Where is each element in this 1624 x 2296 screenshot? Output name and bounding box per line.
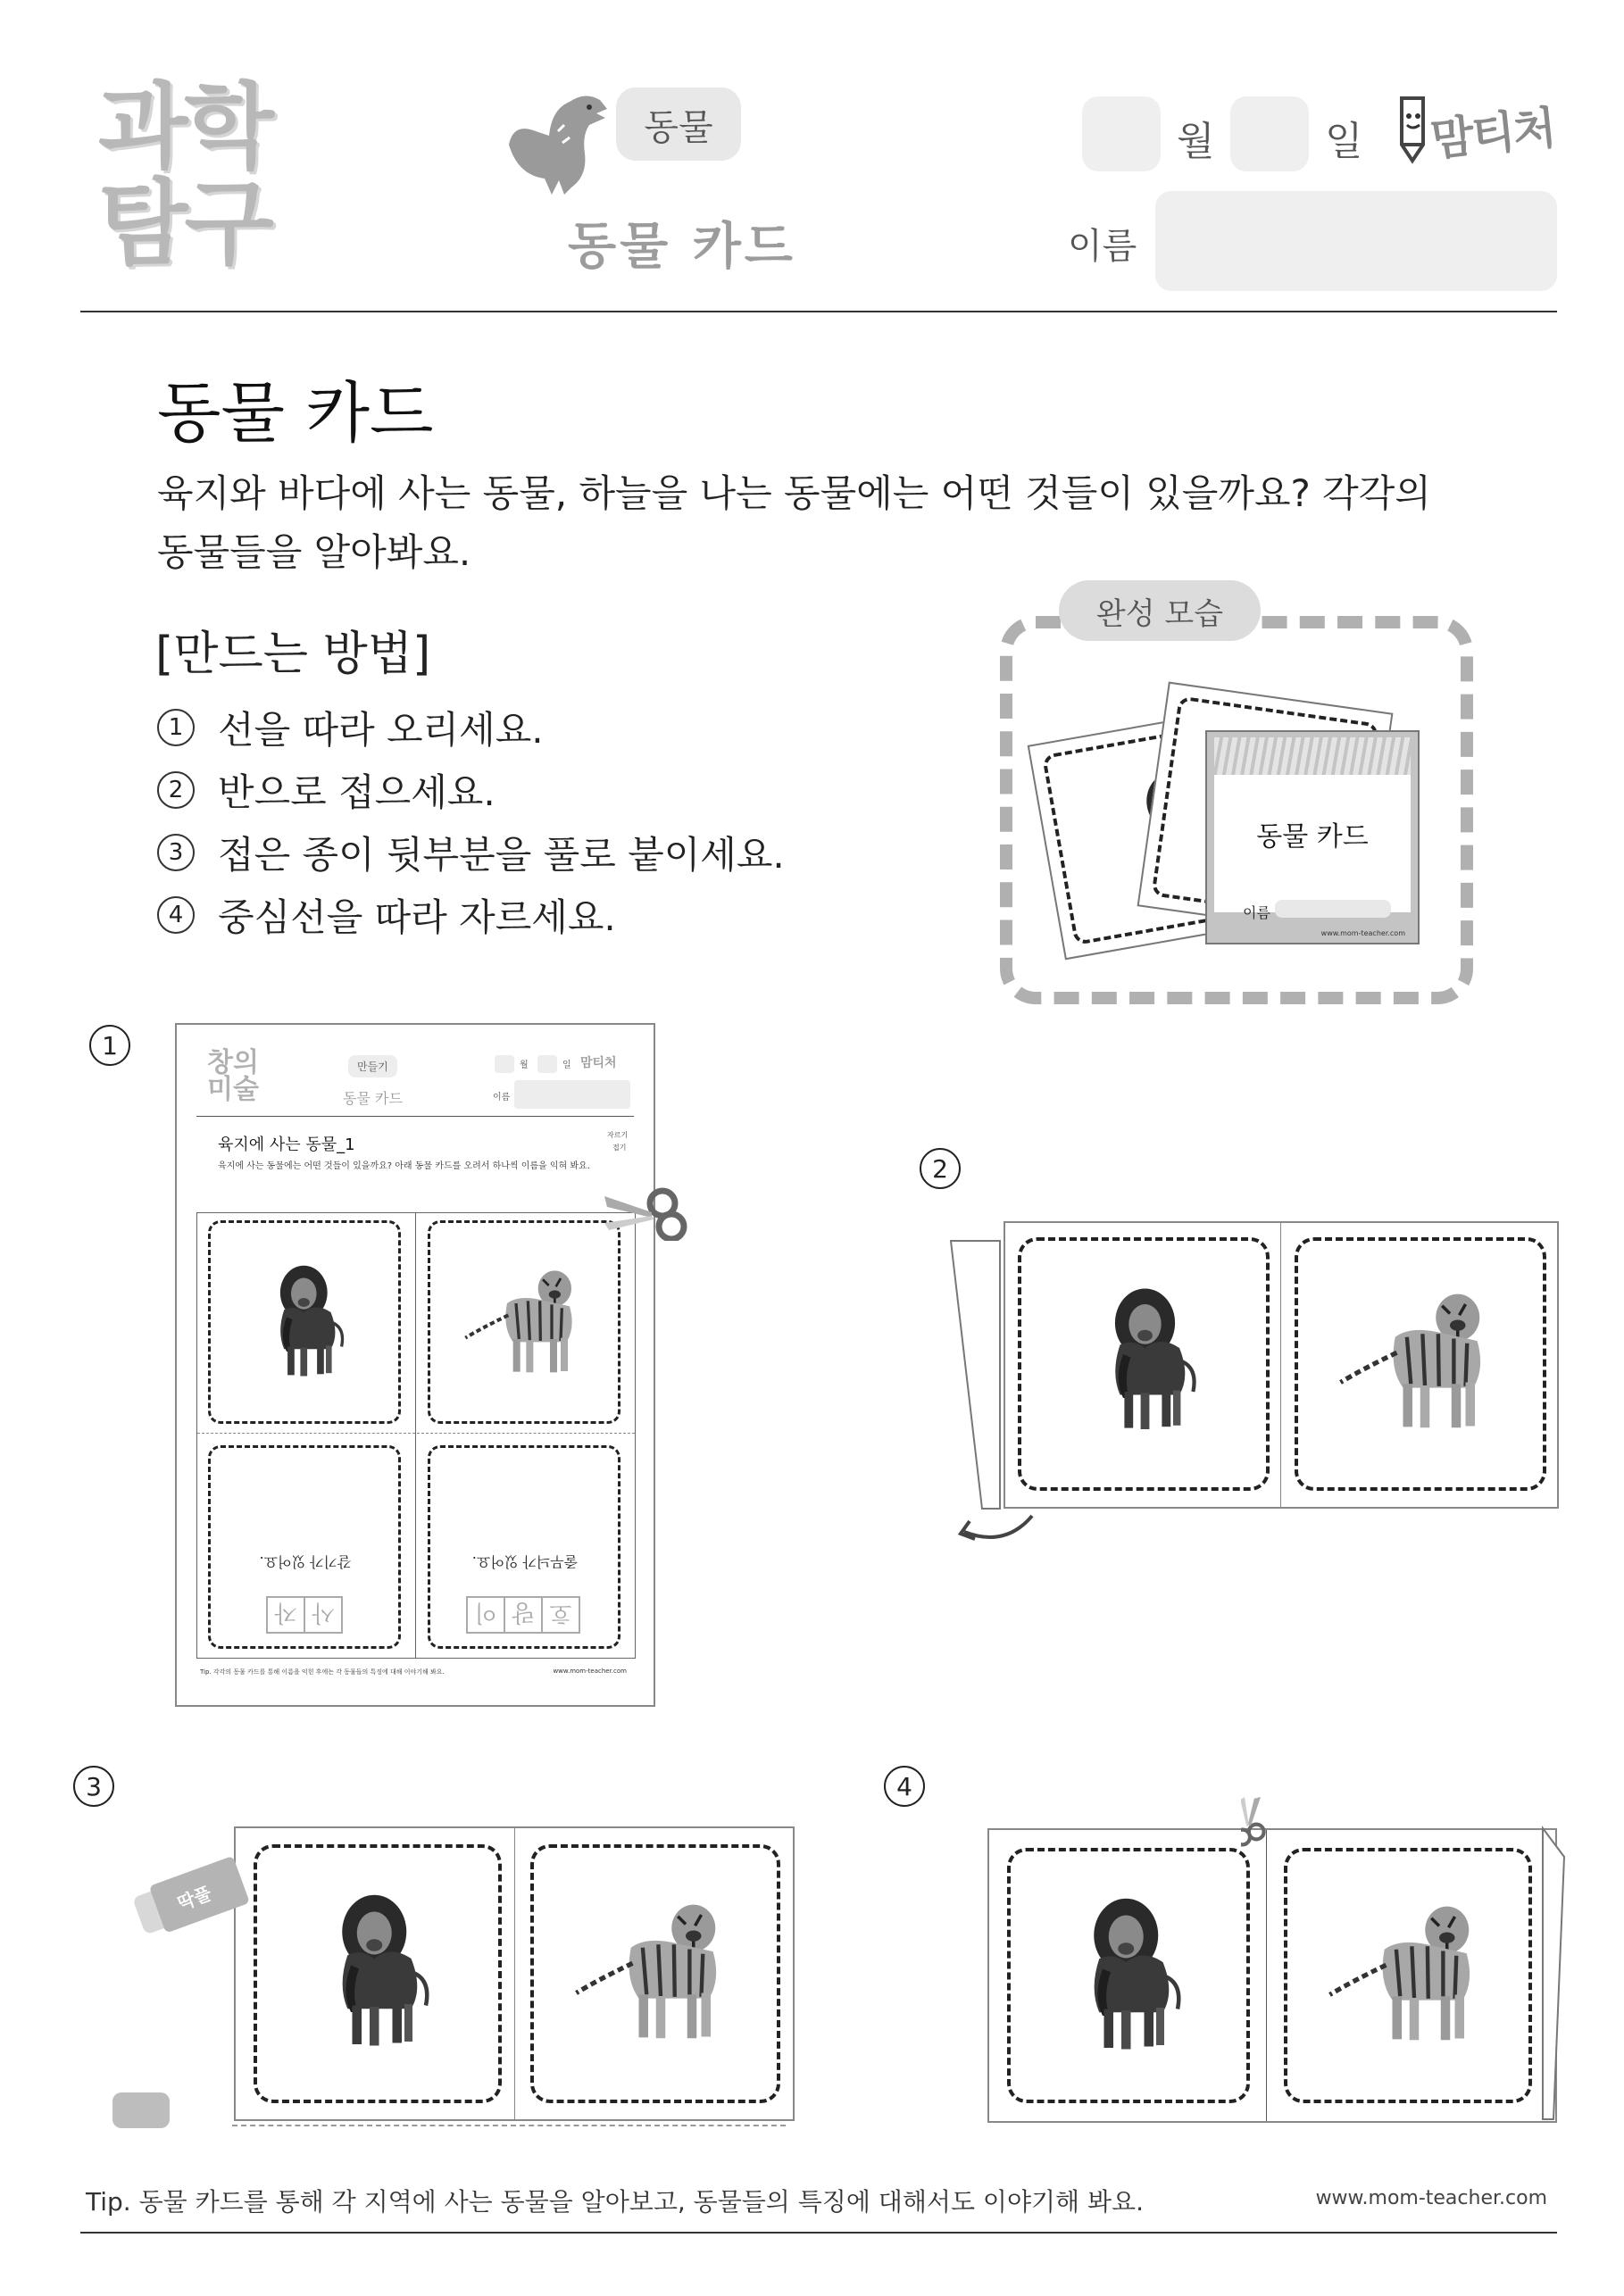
step-text: 접은 종이 뒷부분을 풀로 붙이세요.	[218, 833, 785, 877]
brand-logo: 맘티처	[1428, 101, 1557, 167]
diagram-number-4: 4	[884, 1766, 925, 1807]
step-number: 1	[157, 709, 195, 746]
logo-line-1: 과학	[98, 72, 271, 181]
mini-tip: Tip. 각각의 동물 카드를 통해 이름을 익힌 후에는 각 동물들의 특징에 대해 이야기해 봐요.	[200, 1668, 445, 1676]
mini-card-tiger	[428, 1220, 620, 1424]
diagram-number-1: 1	[89, 1025, 130, 1066]
method-title: [만드는 방법]	[155, 628, 431, 681]
month-label: 월	[1177, 119, 1215, 164]
lion-image	[257, 1246, 355, 1398]
mini-desc: 육지에 사는 동물에는 어떤 것들이 있을까요? 아래 동물 카드를 오려서 하나씩 이름을 익혀 봐요.	[218, 1161, 590, 1171]
logo-line-2: 탐구	[98, 169, 271, 278]
card-tiger	[1295, 1237, 1546, 1491]
category-badge: 동물	[616, 87, 741, 161]
mini-name-label: 이름	[493, 1093, 511, 1102]
mini-char-box: 자	[266, 1596, 304, 1634]
tiger-image	[1325, 1280, 1512, 1441]
mini-category: 만들기	[348, 1055, 397, 1077]
mini-card-text: 갈기가 있어요.	[259, 1553, 352, 1570]
mini-logo	[207, 1047, 259, 1105]
preview-card-url: www.mom-teacher.com	[1320, 929, 1405, 937]
day-field[interactable]	[1230, 96, 1309, 171]
footer-tip: Tip. 동물 카드를 통해 각 지역에 사는 동물을 알아보고, 동물들의 특징에 대해서도 이야기해 봐요.	[86, 2187, 1144, 2217]
footer-divider	[80, 2232, 1557, 2234]
step-4	[157, 884, 785, 946]
page-subtitle: 동물 카드	[568, 218, 796, 276]
fold-arrow-icon	[952, 1509, 1041, 1553]
mini-fold-label: 접기	[612, 1144, 627, 1152]
mini-section-title: 육지에 사는 동물_1	[218, 1136, 355, 1154]
step-number: 4	[157, 896, 195, 934]
preview-card-title: 동물 카드	[1256, 821, 1369, 853]
tiger-image	[1314, 1893, 1502, 2053]
day-label: 일	[1325, 119, 1363, 164]
mini-month-label: 월	[520, 1061, 529, 1070]
folded-sheet	[1004, 1221, 1559, 1509]
intro-text: 육지와 바다에 사는 동물, 하늘을 나는 동물에는 어떤 것들이 있을까요? 각각의 동물들을 알아봐요.	[157, 471, 1431, 574]
lion-image	[1062, 1882, 1196, 2069]
scissors-icon	[1241, 1794, 1295, 1884]
lion-image	[311, 1878, 445, 2066]
step-1	[157, 696, 785, 759]
main-title: 동물 카드	[157, 375, 434, 452]
preview-card-name-label: 이름	[1243, 904, 1270, 921]
mini-logo-line-2: 미술	[207, 1074, 259, 1105]
mini-cut-label: 자르기	[607, 1131, 629, 1139]
step-text: 선을 따라 오리세요.	[218, 708, 544, 752]
mini-card-tiger-back	[428, 1445, 620, 1649]
mini-card-text: 줄무늬가 있어요.	[471, 1553, 579, 1570]
mini-brand: 맘티처	[580, 1056, 617, 1070]
diagram-number-2: 2	[920, 1148, 961, 1189]
mini-char-box: 랑	[504, 1596, 541, 1634]
mini-char-box: 사	[304, 1596, 343, 1634]
preview-label: 완성 모습	[1059, 580, 1261, 641]
card-lion	[1007, 1848, 1250, 2103]
step-text: 중심선을 따라 자르세요.	[218, 895, 616, 939]
step-text: 반으로 접으세요.	[218, 770, 496, 814]
scissors-icon	[600, 1187, 689, 1241]
card-tiger	[530, 1844, 780, 2103]
glued-sheet	[234, 1826, 795, 2121]
name-field[interactable]	[1155, 191, 1557, 291]
card-tiger	[1284, 1848, 1532, 2103]
mini-day-label: 일	[562, 1061, 571, 1070]
tiger-image	[561, 1891, 748, 2051]
mini-card-lion-back	[208, 1445, 401, 1649]
logo	[98, 72, 304, 278]
tiger-image	[454, 1259, 596, 1384]
mini-char-box: 이	[466, 1596, 504, 1634]
dinosaur-icon	[500, 82, 616, 202]
footer-url: www.mom-teacher.com	[1315, 2187, 1547, 2209]
mini-cut-area	[196, 1212, 636, 1659]
step-3	[157, 821, 785, 884]
mini-url: www.mom-teacher.com	[553, 1668, 627, 1675]
mini-logo-line-1: 창의	[207, 1047, 259, 1078]
diagram-number-3: 3	[73, 1766, 114, 1807]
glue-label: 딱풀	[174, 1882, 215, 1915]
card-lion	[254, 1844, 502, 2103]
glue-stick-icon	[130, 1856, 250, 1940]
steps-list	[157, 696, 785, 946]
glue-cap-icon	[112, 2092, 170, 2128]
name-label: 이름	[1068, 226, 1137, 267]
step-2	[157, 759, 785, 821]
lion-image	[1086, 1271, 1211, 1450]
mini-card-lion	[208, 1220, 401, 1424]
step-number: 3	[157, 834, 195, 871]
mini-worksheet	[175, 1023, 655, 1707]
step-number: 2	[157, 771, 195, 809]
header-divider	[80, 311, 1557, 312]
mini-char-box: 호	[541, 1596, 580, 1634]
month-field[interactable]	[1082, 96, 1161, 171]
fold-flap	[1541, 1821, 1568, 2125]
card-lion	[1018, 1237, 1270, 1491]
mini-subtitle: 동물 카드	[343, 1090, 403, 1107]
preview-card-front	[1205, 730, 1420, 944]
